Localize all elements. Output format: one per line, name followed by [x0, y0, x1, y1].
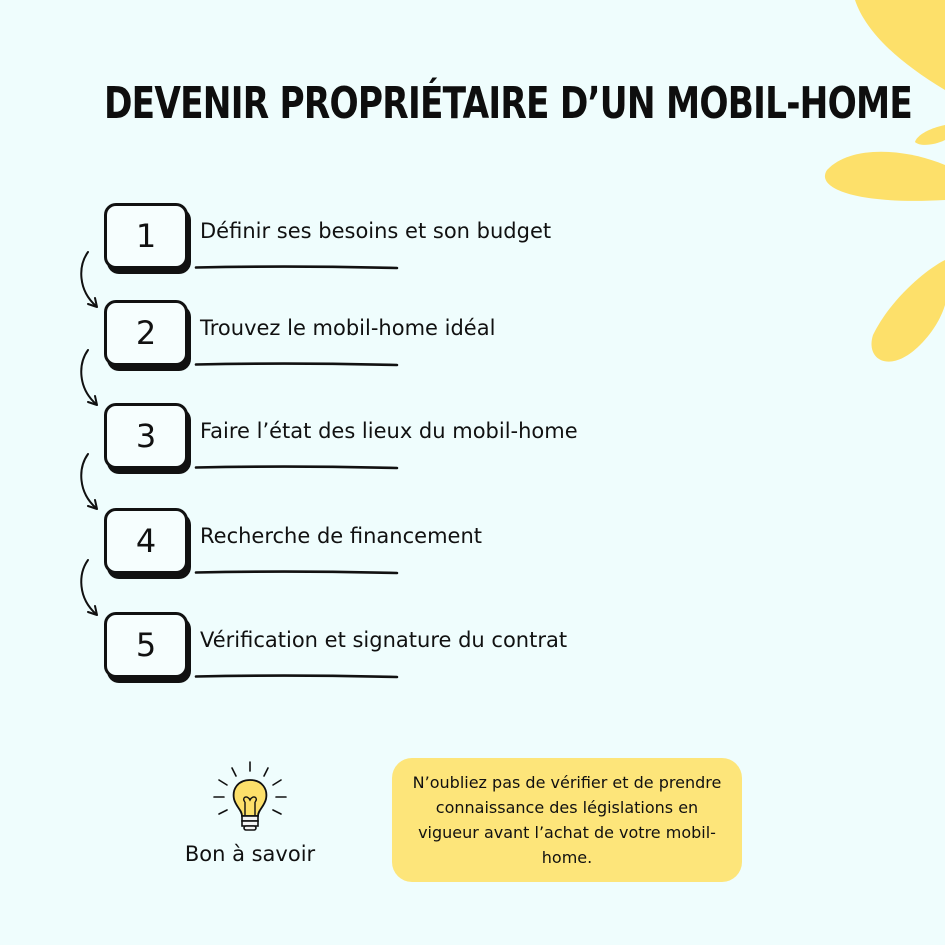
step-4	[104, 508, 664, 578]
underline-stroke	[194, 465, 399, 470]
page-title: DEVENIR PROPRIÉTAIRE D’UN MOBIL-HOME	[103, 78, 913, 129]
step-number-box: 4	[104, 508, 188, 574]
underline-stroke	[194, 674, 399, 679]
underline-stroke	[194, 362, 399, 367]
underline-stroke	[194, 570, 399, 575]
curved-arrow-icon	[74, 450, 114, 520]
step-label: Définir ses besoins et son budget	[200, 219, 552, 243]
step-number-box: 5	[104, 612, 188, 678]
step-label: Vérification et signature du contrat	[200, 628, 568, 652]
step-label: Faire l’état des lieux du mobil-home	[200, 419, 578, 443]
underline-stroke	[194, 265, 399, 270]
step-number-box: 2	[104, 300, 188, 366]
step-3	[104, 403, 664, 473]
step-label: Recherche de financement	[200, 524, 482, 548]
curved-arrow-icon	[74, 346, 114, 416]
sun-decoration	[745, 0, 945, 400]
step-label: Trouvez le mobil-home idéal	[200, 316, 496, 340]
curved-arrow-icon	[74, 248, 114, 318]
tip-label: Bon à savoir	[184, 842, 316, 866]
tip-note-box	[392, 758, 742, 882]
lightbulb-icon	[205, 760, 295, 840]
tip-note-text: N’oubliez pas de vérifier et de prendre connaissance des législations en vigueur avant l’achat de votre mobil-home.	[412, 773, 722, 867]
step-2	[104, 300, 664, 370]
step-5	[104, 612, 664, 682]
step-number-box: 1	[104, 203, 188, 269]
step-number-box: 3	[104, 403, 188, 469]
curved-arrow-icon	[74, 556, 114, 626]
step-1	[104, 203, 664, 273]
